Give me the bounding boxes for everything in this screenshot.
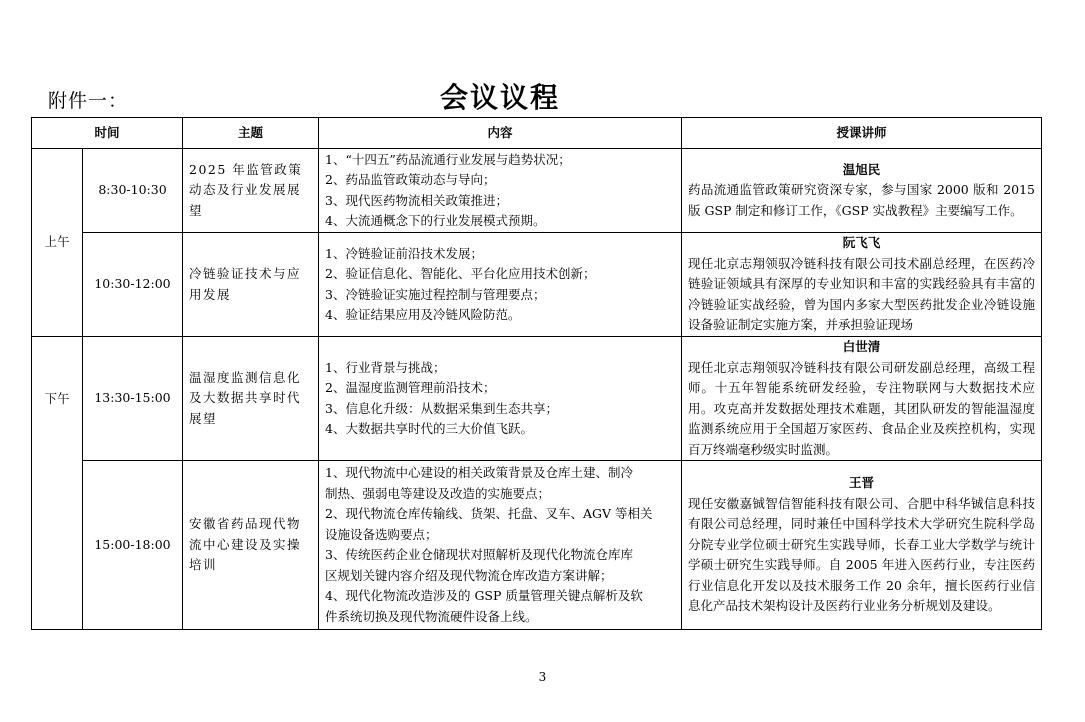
time-slot: 10:30-12:00 (83, 233, 183, 337)
content-line: 4、大流通概念下的行业发展模式预期。 (325, 213, 546, 228)
content-line: 件系统切换及现代物流硬件设备上线。 (325, 608, 538, 624)
table-row (32, 233, 1042, 337)
content-line: 2、药品监管政策动态与导向； (325, 172, 496, 187)
session-topic: 温湿度监测信息化及大数据共享时代展望 (183, 337, 319, 461)
page-number: 3 (538, 670, 547, 684)
session-topic: 2025 年监管政策动态及行业发展展望 (183, 149, 319, 233)
content-line: 4、验证结果应用及冷链风险防范。 (325, 307, 521, 322)
session-topic: 冷链验证技术与应用发展 (183, 233, 319, 337)
session-teacher (682, 233, 1042, 337)
header-topic: 主题 (183, 118, 319, 149)
teacher-bio: 现任北京志翔领驭冷链科技有限公司研发副总经理，高级工程师。十五年智能系统研发经验，专注物联网与大数据技术应用。攻克高并发数据处理技术难题，其团队研发的智能温湿度监测系统应用于全国超万家医药、食品企业及疾控机构，实现百万终端毫秒级实时监测。 (688, 359, 1036, 457)
session-content (319, 233, 682, 337)
content-line: 1、现代物流中心建设的相关政策背景及仓库土建、制冷 (325, 465, 633, 481)
content-line: 3、传统医药企业仓储现状对照解析及现代化物流仓库库 (325, 547, 633, 563)
page-title: 会议议程 (439, 81, 560, 114)
time-slot: 8:30-10:30 (83, 149, 183, 233)
content-line: 2、温湿度监测管理前沿技术； (325, 380, 496, 396)
content-line: 制热、强弱电等建设及改造的实施要点； (325, 485, 551, 501)
header-time: 时间 (32, 118, 183, 149)
teacher-bio: 药品流通监管政策研究资深专家，参与国家 2000 版和 2015 版 GSP 制定和修订工作，《GSP 实战教程》主要编写工作。 (688, 182, 1036, 218)
session-content (319, 461, 682, 630)
table-header-row (32, 118, 1042, 149)
header-teacher: 授课讲师 (682, 118, 1042, 149)
content-line: 4、现代化物流改造涉及的 GSP 质量管理关键点解析及软 (325, 588, 643, 604)
agenda-table (31, 117, 1042, 630)
content-line: 2、验证信息化、智能化、平台化应用技术创新； (325, 266, 596, 281)
session-content (319, 337, 682, 461)
teacher-name: 阮飞飞 (842, 235, 881, 251)
table-row (32, 149, 1042, 233)
teacher-bio: 现任安徽嘉铖智信智能科技有限公司、合肥中科华铖信息科技有限公司总经理，同时兼任中国科学技术大学研究生院科学岛分院专业学位硕士研究生实践导师，长春工业大学数学与统计学硕士研究生实践导师。自 2005 年进入医药行业，专注医药行业信息化开发以及技术服务工作 20 余年，擅长医药行业信息化产品技术架构设计及医药行业业务分析规划及建设。 (688, 495, 1036, 614)
content-line: 3、信息化升级：从数据采集到生态共享； (325, 400, 558, 416)
session-content (319, 149, 682, 233)
period-afternoon (32, 337, 83, 630)
table-row (32, 337, 1042, 461)
header-content: 内容 (319, 118, 682, 149)
content-line: 1、冷链验证前沿技术发展； (325, 245, 483, 261)
time-slot: 15:00-18:00 (83, 461, 183, 630)
period-afternoon-label: 下午 (44, 391, 70, 406)
content-line: 1、“十四五”药品流通行业发展与趋势状况； (325, 151, 571, 167)
content-line: 4、大数据共享时代的三大价值飞跃。 (325, 421, 533, 437)
session-teacher (682, 461, 1042, 630)
content-line: 设施设备选购要点； (325, 526, 438, 542)
content-line: 3、现代医药物流相关政策推进； (325, 192, 508, 208)
content-line: 区规划关键内容介绍及现代物流仓库改造方案讲解； (325, 567, 613, 583)
table-row (32, 461, 1042, 630)
content-line: 1、行业背景与挑战； (325, 359, 446, 375)
teacher-name: 温旭民 (842, 161, 881, 177)
session-teacher (682, 337, 1042, 461)
teacher-name: 白世清 (842, 339, 881, 355)
teacher-bio: 现任北京志翔领驭冷链科技有限公司技术副总经理，在医药冷链验证领域具有深厚的专业知识和丰富的实践经验具有丰富的冷链验证实战经验，曾为国内多家大型医药批发企业冷链设施设备验证制定实施方案，并承担验证现场 (688, 255, 1036, 333)
time-slot: 13:30-15:00 (83, 337, 183, 461)
period-morning: 上午 (32, 149, 83, 337)
teacher-name: 王晋 (849, 475, 875, 491)
session-teacher (682, 149, 1042, 233)
content-line: 3、冷链验证实施过程控制与管理要点； (325, 286, 546, 302)
session-topic: 安徽省药品现代物流中心建设及实操培训 (183, 461, 319, 630)
content-line: 2、现代物流仓库传输线、货架、托盘、叉车、AGV 等相关 (325, 506, 653, 522)
attachment-label: 附件一： (48, 90, 129, 112)
